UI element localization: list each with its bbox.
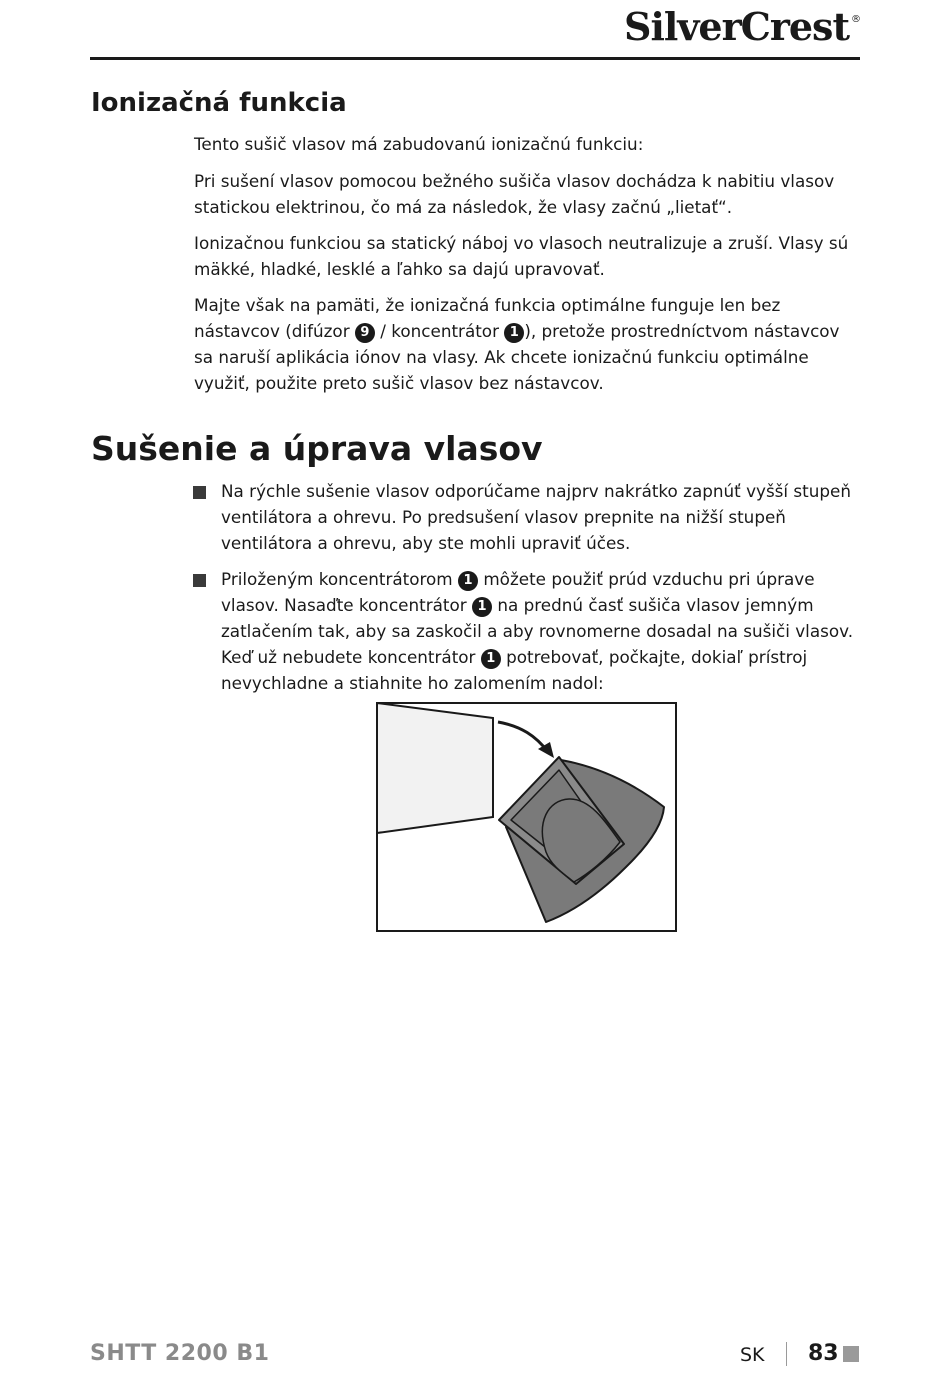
footer-square-icon (843, 1346, 859, 1362)
reference-number: 1 (472, 597, 492, 617)
concentrator-removal-illustration (376, 702, 677, 932)
brand-logo: SilverCrest ® (624, 4, 860, 49)
bullet-square-icon (193, 486, 206, 499)
page-number: 83 (808, 1341, 839, 1366)
paragraph-neutralize: Ionizačnou funkciou sa statický náboj vo vlasoch neutralizuje a zruší. Vlasy sú mäkké, hladké, lesklé a ľahko sa dajú upravovať. (194, 233, 849, 279)
dryer-body (377, 703, 493, 833)
paragraph-static: Pri sušení vlasov pomocou bežného sušiča vlasov dochádza k nabitiu vlasov statickou elektrinou, čo má za následok, že vlasy začnú „lietať“. (194, 171, 835, 217)
reference-number: 1 (481, 649, 501, 669)
header-rule (90, 57, 860, 60)
footer-model: SHTT 2200 B1 (90, 1341, 270, 1366)
list-item (193, 478, 858, 556)
footer-separator (786, 1342, 787, 1366)
paragraph-intro: Tento sušič vlasov má zabudovanú ionizačnú funkciu: (194, 134, 644, 154)
bullet-text: Priloženým koncentrátorom 1 môžete použiť prúd vzduchu pri úprave vlasov. Nasaďte koncentrátor 1 na prednú časť sušiča vlasov jemným zatlačením tak, aby sa zaskočil a aby rovnomerne dosadal na sušiči vlasov. Keď už nebudete koncentrátor 1 potrebovať, počkajte, dokiaľ prístroj nevychladne a stiahnite ho zalomením nadol: (221, 569, 854, 693)
list-item (193, 566, 858, 696)
section-title-ionization: Ionizačná funkcia (91, 88, 347, 118)
bullet-square-icon (193, 574, 206, 587)
bullet-text: Na rýchle sušenie vlasov odporúčame najprv nakrátko zapnúť vyšší stupeň ventilátora a ohrevu. Po predsušení vlasov prepnite na nižší stupeň ventilátora a ohrevu, aby ste mohli upraviť účes. (221, 481, 851, 553)
reference-number: 1 (458, 571, 478, 591)
paragraph-attachments: Majte však na pamäti, že ionizačná funkcia optimálne funguje len bez nástavcov (difúzor 9 / koncentrátor 1 ), pretože prostredníctvom nástavcov sa naruší aplikácia iónov na vlasy. Ak chcete ionizačnú funkciu optimálne využiť, použite preto sušič vlasov bez nástavcov. (194, 295, 840, 393)
reference-number: 9 (355, 323, 375, 343)
footer-language: SK (740, 1344, 765, 1366)
reference-number: 1 (504, 323, 524, 343)
section-title-drying: Sušenie a úprava vlasov (91, 429, 543, 468)
